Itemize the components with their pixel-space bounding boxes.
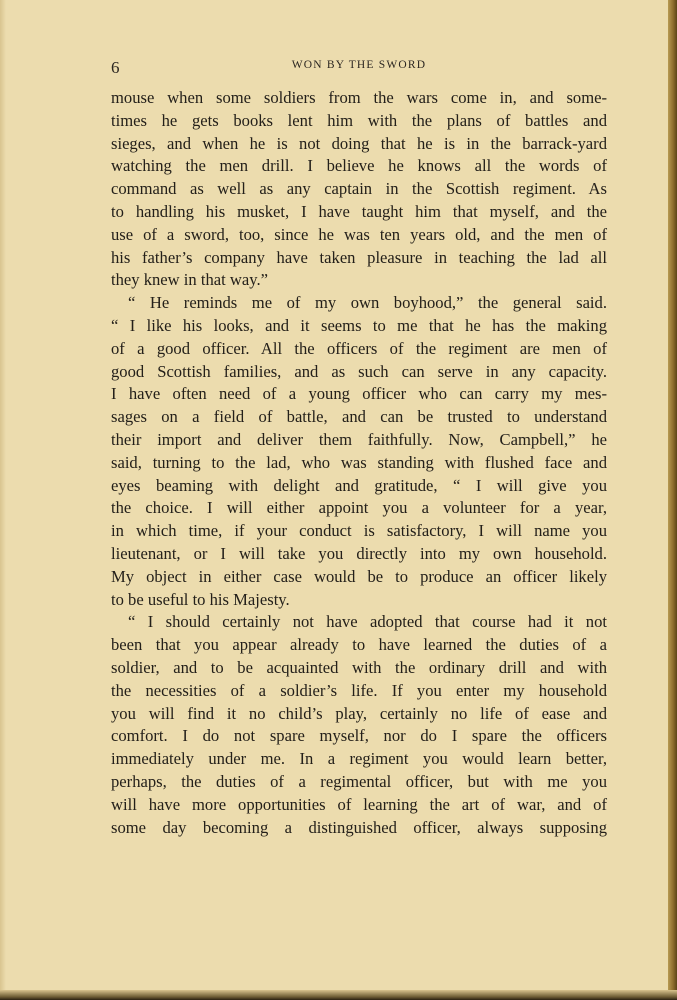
page-left-edge <box>0 0 6 1000</box>
text-line: comfort. I do not spare myself, nor do I spare the officers <box>111 726 607 746</box>
text-line: of a good officer. All the officers of the regiment are men of <box>111 338 607 358</box>
page-bottom-edge <box>0 990 677 1000</box>
text-line: sieges, and when he is not doing that he is in the barrack-yard <box>111 133 607 153</box>
text-line: will have more opportunities of learning the art of war, and of <box>111 794 607 814</box>
running-title: WON BY THE SWORD <box>291 59 427 71</box>
text-line: “ I like his looks, and it seems to me that he has the making <box>111 315 607 335</box>
text-line: sages on a field of battle, and can be trusted to understand <box>111 407 607 427</box>
text-line: some day becoming a distinguished officer, always supposing <box>111 817 607 837</box>
text-line: use of a sword, too, since he was ten years old, and the men of <box>111 224 607 244</box>
text-line: his father’s company have taken pleasure in teaching the lad all <box>111 247 607 267</box>
text-line: mouse when some soldiers from the wars come in, and some- <box>111 88 607 107</box>
text-line: immediately under me. In a regiment you would learn better, <box>111 749 607 769</box>
text-line: in which time, if your conduct is satisfactory, I will name you <box>111 521 607 541</box>
text-line: perhaps, the duties of a regimental officer, but with me you <box>111 771 607 791</box>
text-line: the necessities of a soldier’s life. If you enter my household <box>111 680 607 700</box>
body-text <box>111 87 607 839</box>
text-line: they knew in that way.” <box>111 270 268 290</box>
text-line: watching the men drill. I believe he knows all the words of <box>111 156 607 176</box>
text-line: I have often need of a young officer who can carry my mes- <box>111 384 607 404</box>
text-line: the choice. I will either appoint you a volunteer for a year, <box>111 498 607 518</box>
text-line: said, turning to the lad, who was standing with flushed face and <box>111 452 607 472</box>
text-line: you will find it no child’s play, certainly no life of ease and <box>111 703 607 723</box>
text-line: command as well as any captain in the Scottish regiment. As <box>111 179 607 199</box>
page-number: 6 <box>111 58 120 77</box>
text-line: “ He reminds me of my own boyhood,” the general said. <box>128 293 607 313</box>
text-line: to be useful to his Majesty. <box>111 589 290 609</box>
text-line: good Scottish families, and as such can serve in any capacity. <box>111 361 607 381</box>
text-line: “ I should certainly not have adopted that course had it not <box>128 612 607 632</box>
page-header <box>111 58 607 80</box>
book-spine-edge <box>668 0 677 1000</box>
text-line: lieutenant, or I will take you directly into my own household. <box>111 543 607 563</box>
text-line: times he gets books lent him with the plans of battles and <box>111 110 607 130</box>
text-line: soldier, and to be acquainted with the ordinary drill and with <box>111 657 607 677</box>
text-line: their import and deliver them faithfully. Now, Campbell,” he <box>111 429 607 449</box>
text-line: eyes beaming with delight and gratitude, “ I will give you <box>111 475 607 495</box>
text-line: My object in either case would be to produce an officer likely <box>111 566 607 586</box>
text-line: to handling his musket, I have taught him that myself, and the <box>111 201 607 221</box>
text-line: been that you appear already to have learned the duties of a <box>111 635 607 655</box>
